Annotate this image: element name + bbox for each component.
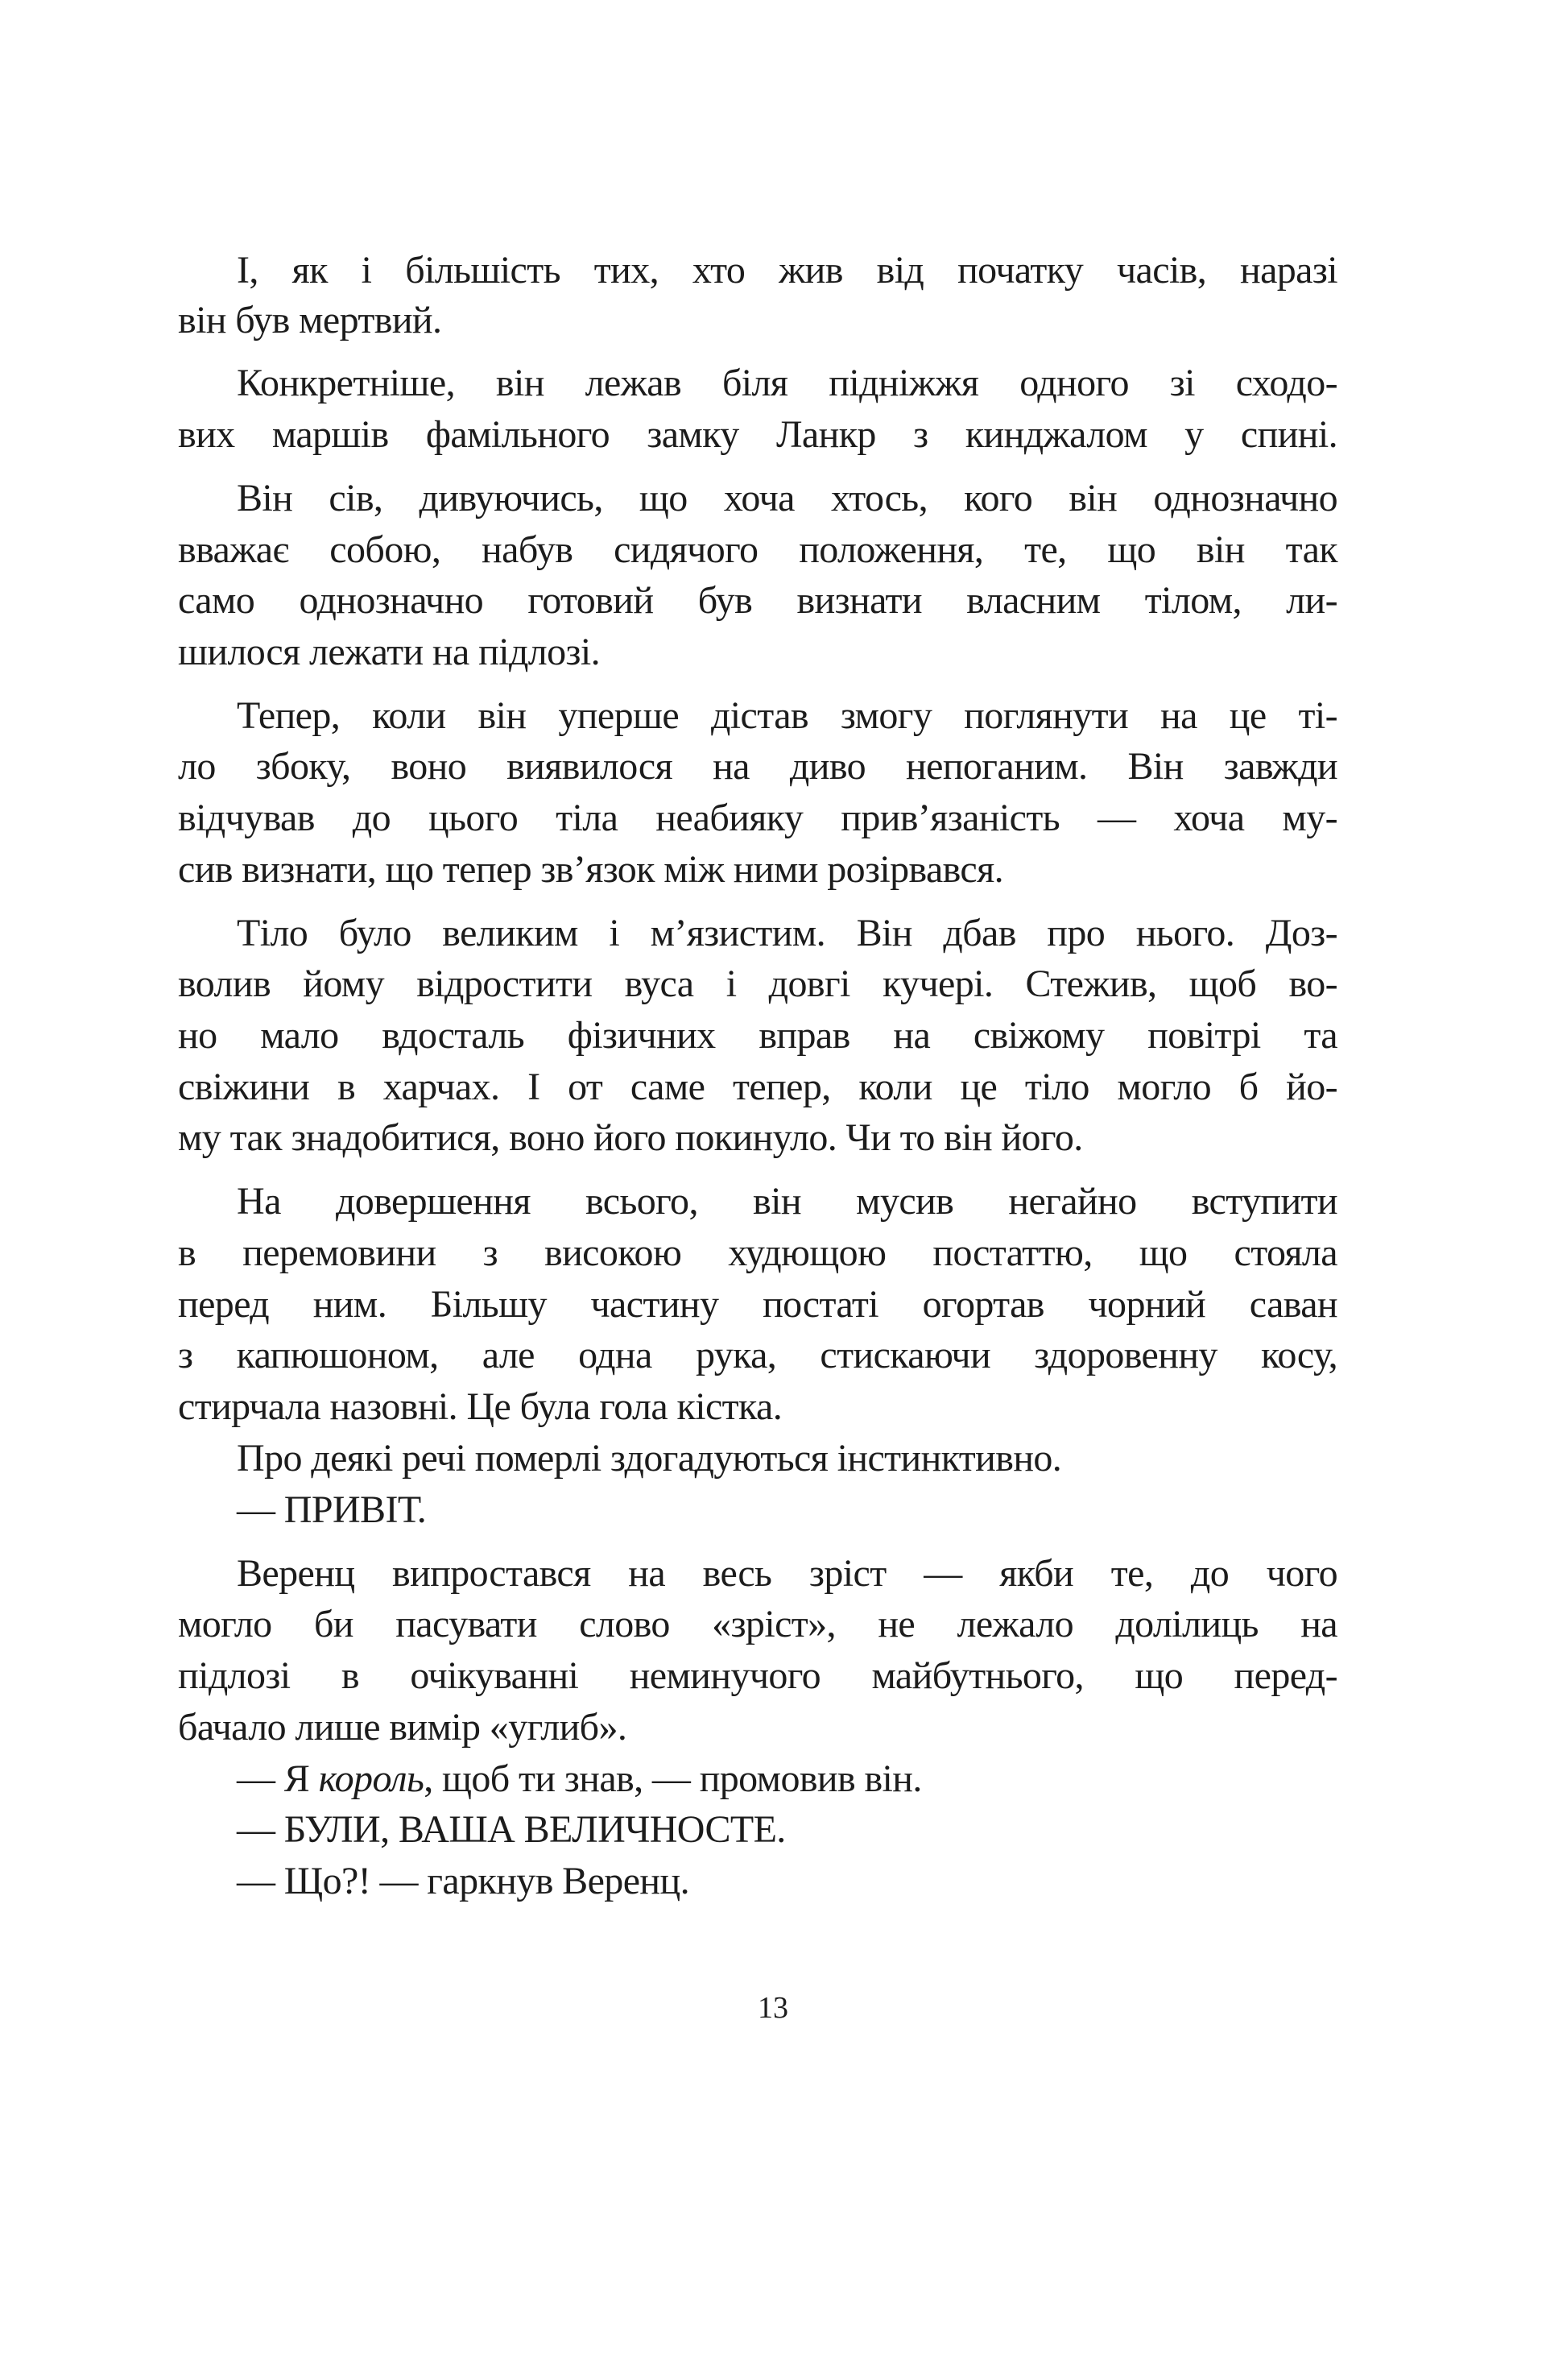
text-line: Він сів, дивуючись, що хоча хтось, кого він однозначно (237, 477, 1337, 519)
text-line: шилося лежати на підлозі. (178, 631, 601, 673)
text-line: сив визнати, що тепер зв’язок між ними розірвався. (178, 848, 1004, 891)
text-line: свіжини в харчах. І от саме тепер, коли це тіло могло б йо- (178, 1066, 1337, 1108)
text-line: він був мертвий. (178, 299, 442, 341)
text-line: Конкретніше, він лежав біля підніжжя одного зі сходо- (237, 362, 1337, 404)
text-line: На довершення всього, він мусив негайно вступити (237, 1180, 1337, 1223)
text-line: — Що?! — гаркнув Веренц. (237, 1860, 689, 1902)
text-line: само однозначно готовий був визнати власним тілом, ли- (178, 579, 1337, 622)
text-line: волив йому відростити вуса і довгі кучері. Стежив, щоб во- (178, 962, 1337, 1005)
text-line: стирчала назовні. Це була гола кістка. (178, 1385, 783, 1428)
text-line: Веренц випростався на весь зріст — якби те, до чого (237, 1552, 1337, 1595)
text-line: І, як і більшість тих, хто жив від початку часів, наразі (237, 249, 1337, 292)
text-line: вважає собою, набув сидячого положення, те, що він так (178, 528, 1337, 571)
text-line: ло збоку, воно виявилося на диво непоганим. Він завжди (178, 745, 1337, 788)
text-line: Тепер, коли він уперше дістав змогу поглянути на це ті- (237, 694, 1337, 737)
text-line: з капюшоном, але одна рука, стискаючи здоровенну косу, (178, 1334, 1337, 1376)
text-line: перед ним. Більшу частину постаті огортав чорний саван (178, 1283, 1337, 1326)
text-line: вих маршів фамільного замку Ланкр з кинджалом у спині. (178, 413, 1337, 456)
text-line: — Я король, щоб ти знав, — промовив він. (237, 1757, 922, 1800)
text-line: — БУЛИ, ВАША ВЕЛИЧНОСТЕ. (237, 1808, 786, 1851)
text-line: Тіло було великим і м’язистим. Він дбав про нього. Доз- (237, 912, 1337, 954)
text-line: відчував до цього тіла неабияку прив’язаність — хоча му- (178, 797, 1337, 839)
text-line: но мало вдосталь фізичних вправ на свіжому повітрі та (178, 1014, 1337, 1057)
italic-emphasis: король (318, 1757, 424, 1800)
text-line: підлозі в очікуванні неминучого майбутнього, що перед- (178, 1654, 1337, 1697)
page-number: 13 (758, 1991, 788, 2025)
text-line: — ПРИВІТ. (237, 1488, 427, 1531)
text-line: Про деякі речі померлі здогадуються інстинктивно. (237, 1437, 1062, 1480)
text-line: му так знадобитися, воно його покинуло. Чи то він його. (178, 1116, 1083, 1159)
text-line: в перемовини з високою худющою постаттю, що стояла (178, 1231, 1337, 1274)
text-line: бачало лише вимір «углиб». (178, 1706, 627, 1749)
text-line: могло би пасувати слово «зріст», не лежало долілиць на (178, 1603, 1337, 1645)
